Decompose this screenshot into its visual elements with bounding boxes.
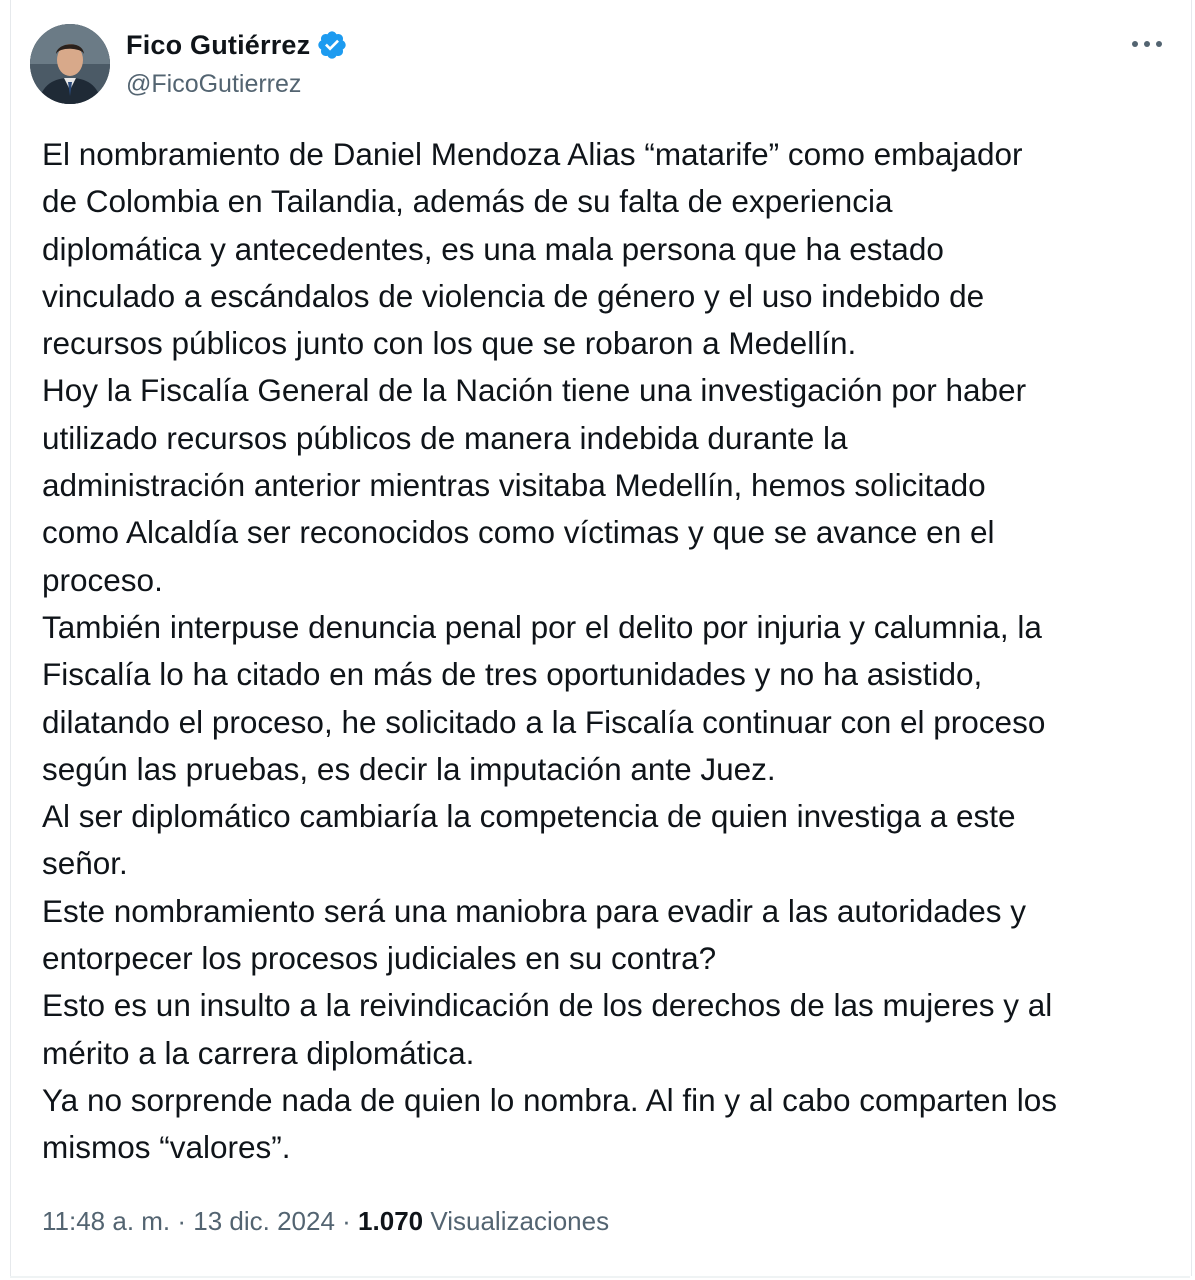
verified-badge-icon [316, 29, 348, 61]
meta-separator-2: · [334, 1206, 359, 1236]
tweet-header [30, 22, 1175, 112]
views-space [423, 1206, 430, 1237]
name-row [126, 26, 348, 64]
tweet-date[interactable]: 13 dic. 2024 [193, 1206, 335, 1236]
meta-separator: · [170, 1206, 194, 1236]
tweet-meta [42, 1206, 609, 1237]
more-options-icon[interactable] [1127, 32, 1167, 56]
author-display-name[interactable]: Fico Gutiérrez [126, 29, 311, 60]
tweet-time[interactable]: 11:48 a. m. [42, 1206, 171, 1236]
views-count[interactable]: 1.070 [358, 1206, 424, 1236]
divider [10, 1276, 1190, 1278]
tweet-text: El nombramiento de Daniel Mendoza Alias “matarife” como embajador de Colombia en Tailandia, además de su falta de experiencia diplomática y antecedentes, es una mala persona que ha estado vinculado a escándalos de violencia de género y el uso indebido de recursos públicos junto con los que se robaron a Medellín. Hoy la Fiscalía General de la Nación tiene una investigación por haber utilizado recursos públicos de manera indebida durante la administración anterior mientras visitaba Medellín, hemos solicitado como Alcaldía ser reconocidos como víctimas y que se avance en el proceso. También interpuse denuncia penal por el delito por injuria y calumnia, la Fiscalía lo ha citado en más de tres oportunidades y no ha asistido, dilatando el proceso, he solicitado a la Fiscalía continuar con el proceso según las pruebas, es decir la imputación ante Juez. Al ser diplomático cambiaría la competencia de quien investiga a este señor. Este nombramiento será una maniobra para evadir a las autoridades y entorpecer los procesos judiciales en su contra? Esto es un insulto a la reivindicación de los derechos de las mujeres y al mérito a la carrera diplomática. Ya no sorprende nada de quien lo nombra. Al fin y al cabo comparten los mismos “valores”. [42, 136, 1058, 1166]
author-handle[interactable]: @FicoGutierrez [126, 70, 302, 98]
avatar[interactable] [30, 24, 110, 104]
views-label[interactable]: Visualizaciones [430, 1206, 610, 1236]
author-identity [126, 26, 348, 99]
